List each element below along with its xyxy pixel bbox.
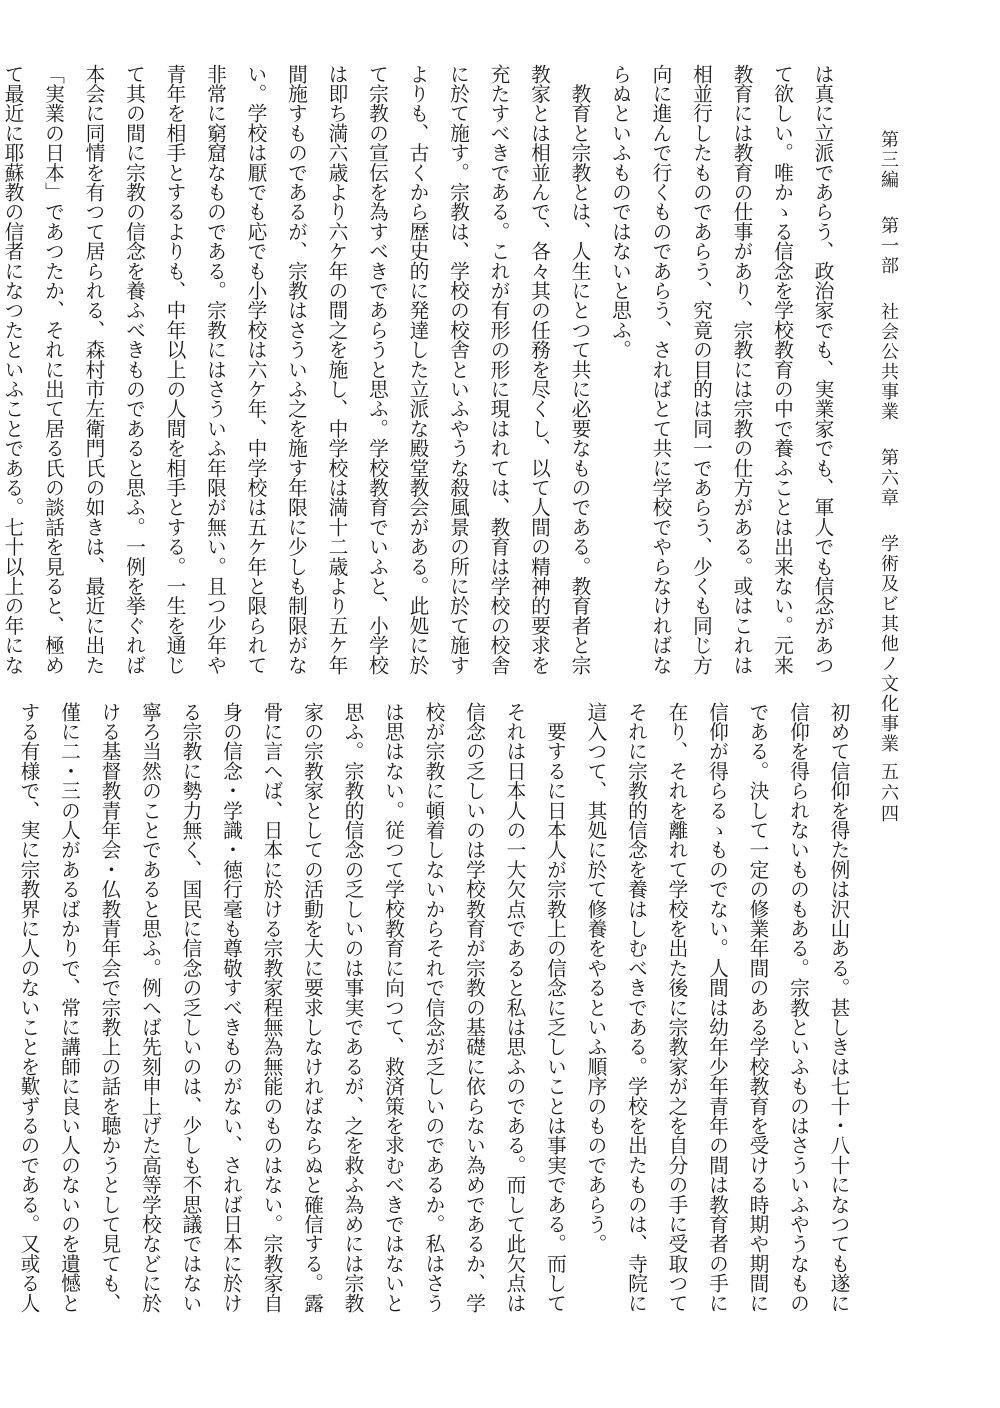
text-line: 教育には教育の仕事があり、宗教には宗教の仕方がある。或はこれは [730, 64, 753, 675]
text-line: ける基督教青年会・仏教青年会で宗教上の話を聴かうとして見ても、 [98, 702, 121, 1313]
text-line: て欲しい。唯かゝる信念を学校教育の中で養ふことは出来ない。元来 [770, 64, 794, 675]
text-line: 身の信念・学識・徳行毫も尊敬すべきものがない、されば日本に於け [219, 702, 243, 1313]
text-line: 骨に言へば、日本に於ける宗教家程無為無能のものはない。宗教家自 [260, 702, 283, 1313]
text-line: 充たすべきである。これが有形の形に現はれては、教育は学校の校舎 [487, 64, 510, 675]
text-block-top [1, 64, 842, 675]
text-line: それに宗教的信念を養はしむべきである。学校を出たものは、寺院に [624, 702, 648, 1313]
text-line: い。学校は厭でも応でも小学校は六ケ年、中学校は五ケ年と限られて [244, 64, 267, 675]
page-number: 五六四 [878, 762, 899, 825]
text-line: 相並行したものであらう、究竟の目的は同一であらう、少くも同じ方 [689, 64, 713, 675]
text-line: 教育と宗教とは、人生にとつて共に必要なものである。教育者と宗 [568, 64, 591, 675]
header-chapter: 第六章 [878, 448, 899, 508]
text-line: 在り、それを離れて学校を出た後に宗教家が之を自分の手に受取つて [665, 702, 688, 1313]
header-part: 第三編 [878, 130, 899, 190]
header-section-title: 社会公共事業 [878, 302, 899, 422]
text-line: に於て施す。宗教は、学校の校舎といふやうな殺風景の所に於て施す [446, 64, 470, 675]
text-line: である。決して一定の修業年間のある学校教育を受ける時期や期間に [746, 702, 769, 1313]
header-chapter-title: 学術及ビ其他ノ文化事業 [878, 534, 899, 754]
header-section: 第一部 [878, 216, 899, 276]
text-line: 信念の乏しいのは学校教育が宗教の基礎に依らない為めであるか、学 [462, 702, 486, 1313]
text-line: て其の間に宗教の信念を養ふべきものであると思ふ。一例を挙ぐれば [122, 64, 146, 675]
text-line: する有様で、実に宗教界に人のないことを歎ずるのである。又或る人 [17, 702, 40, 1313]
text-block-bottom [17, 702, 858, 1313]
text-line: て最近に耶蘇教の信者になつたといふことである。七十以上の年にな [1, 64, 24, 675]
text-line: 非常に窮窟なものである。宗教にはさういふ年限が無い。且つ少年や [203, 64, 227, 675]
text-line: 思ふ。宗教的信念の乏しいのは事実であるが、之を救ふ為めには宗教 [341, 702, 364, 1313]
text-line [0, 702, 8, 1292]
text-line: 校が宗教に頓着しないからそれで信念が乏しいのであるか。私はさう [422, 702, 445, 1313]
text-line: らぬといふものではないと思ふ。 [608, 64, 632, 360]
running-header [868, 130, 908, 754]
text-line: は思はない。従つて学校教育に向つて、救済策を求むべきではないと [381, 702, 405, 1313]
text-line: よりも、古くから歴史的に発達した立派な殿堂教会がある。此処に於 [406, 64, 429, 675]
text-line: 僅に二・三の人があるばかりで、常に講師に良い人のないのを遺憾と [57, 702, 81, 1313]
text-line: 信仰が得らるゝものでない。人間は幼年少年青年の間は教育者の手に [705, 702, 729, 1313]
text-line: それは日本人の一大欠点であると私は思ふのである。而して此欠点は [503, 702, 526, 1313]
text-line: 家の宗教家としての活動を大に要求しなければならぬと確信する。露 [300, 702, 324, 1313]
text-line: 要するに日本人が宗教上の信念に乏しいことは事実である。而して [543, 702, 567, 1313]
text-line: 本会に同情を有つて居られる、森村市左衛門氏の如きは、最近に出た [82, 64, 105, 675]
text-line: 寧ろ当然のことであると思ふ。例へば先刻申上げた高等学校などに於 [138, 702, 162, 1313]
text-line: 這入つて、其処に於て修養をやるといふ順序のものであらう。 [584, 702, 607, 1254]
text-line: は真に立派であらう、政治家でも、実業家でも、軍人でも信念があつ [811, 64, 834, 675]
text-line: 「実業の日本」であつたか、それに出て居る氏の談話を見ると、極め [41, 64, 65, 675]
text-line: 青年を相手とするよりも、中年以上の人間を相手とする。一生を通じ [163, 64, 186, 675]
text-line: 教家とは相並んで、各々其の任務を尽くし、以て人間の精神的要求を [527, 64, 551, 675]
text-line: て宗教の宣伝を為すべきであらうと思ふ。学校教育でいふと、小学校 [365, 64, 389, 675]
text-line: 初めて信仰を得た例は沢山ある。甚しきは七十・八十になつても遂に [827, 702, 850, 1313]
text-line: は即ち満六歳より六ケ年の間之を施し、中学校は満十二歳より五ケ年 [325, 64, 348, 675]
text-line: る宗教に勢力無く、国民に信念の乏しいのは、少しも不思議ではない [179, 702, 202, 1313]
text-line: 信仰を得られないものもある。宗教といふものはさういふやうなもの [786, 702, 810, 1313]
text-line: 向に進んで行くものであらう、さればとて共に学校でやらなければな [649, 64, 672, 675]
text-line: 間施すものであるが、宗教はさういふ之を施す年限に少しも制限がな [284, 64, 308, 675]
